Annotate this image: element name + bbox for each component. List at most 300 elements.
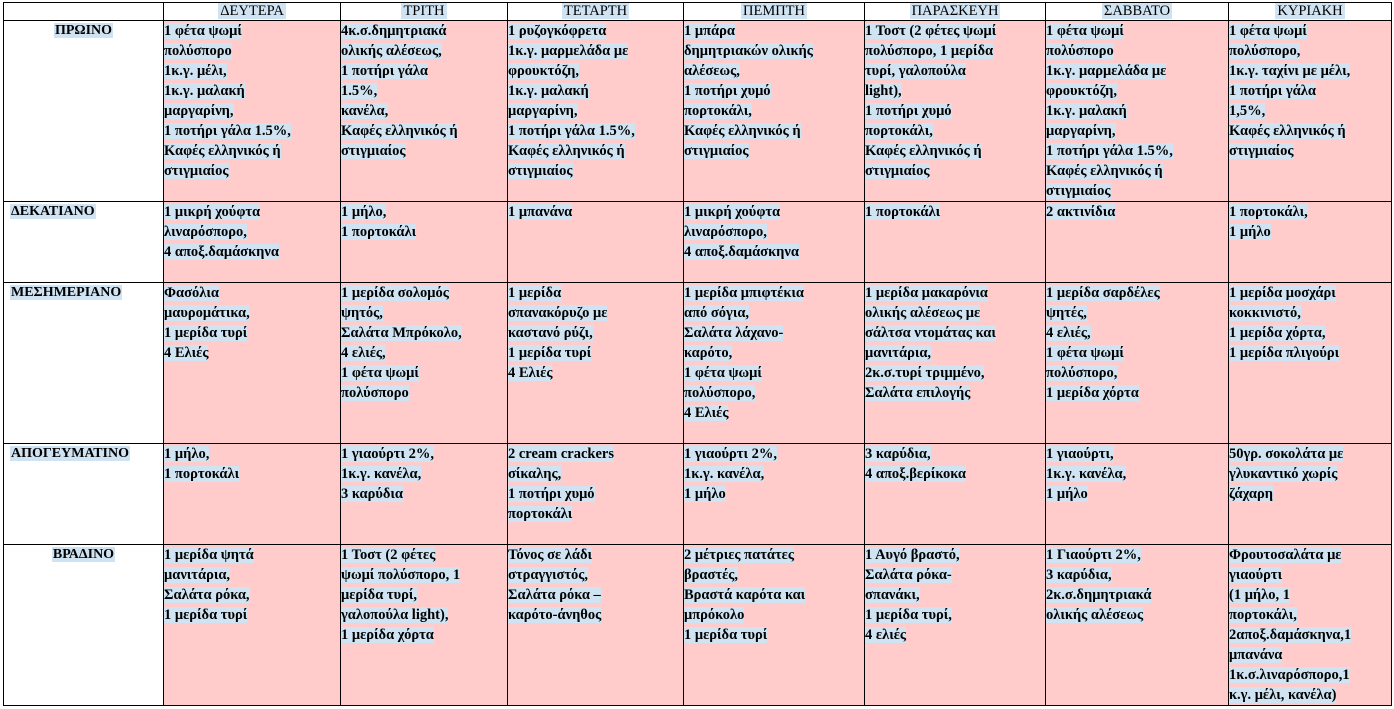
food-item-line <box>684 484 864 504</box>
food-item-line <box>1229 141 1391 161</box>
food-item-line <box>164 161 340 181</box>
food-item-text: 1 μήλο <box>1046 485 1088 502</box>
food-item-line <box>684 61 864 81</box>
food-item-line <box>341 323 507 343</box>
food-item-line <box>508 343 683 363</box>
meal-cell <box>508 443 684 544</box>
food-item-line <box>865 161 1045 181</box>
food-item-line <box>508 444 683 464</box>
food-item-text: 1 μήλο <box>1229 224 1271 241</box>
food-item-line <box>341 545 507 565</box>
food-item-line <box>1046 141 1228 161</box>
day-header-sunday: ΚΥΡΙΑΚΗ <box>1229 3 1392 21</box>
food-item-line <box>1046 383 1228 403</box>
food-item-text: 1 μερίδα μοσχάρι <box>1229 285 1336 302</box>
food-item-text: 1 γιαούρτι, <box>1046 445 1114 462</box>
food-item-line <box>1229 565 1391 585</box>
food-item-line <box>684 444 864 464</box>
meal-row-snack-afternoon <box>4 443 1392 544</box>
food-item-text: 1 μερίδα χόρτα, <box>1229 325 1326 342</box>
meal-cell <box>684 21 865 202</box>
food-item-line <box>1229 625 1391 645</box>
food-item-line <box>865 565 1045 585</box>
food-item-text: πολύσπορο, <box>1229 43 1301 60</box>
food-item-line <box>508 121 683 141</box>
food-item-text: 2 ακτινίδια <box>1046 204 1116 221</box>
food-item-text: πολύσπορο, <box>684 385 756 402</box>
food-item-line <box>1046 565 1228 585</box>
food-item-line <box>684 323 864 343</box>
meal-cell <box>341 443 508 544</box>
food-item-text: 4 ελιές, <box>341 345 386 362</box>
food-item-text: αλέσεως, <box>684 63 740 80</box>
food-item-text: Σαλάτα λάχανο- <box>684 325 784 342</box>
meal-cell <box>1229 283 1392 443</box>
food-item-text: 1 φέτα ψωμί <box>1046 23 1124 40</box>
meal-cell <box>164 443 341 544</box>
food-item-line <box>684 202 864 222</box>
food-item-text: 1 ποτήρι χυμό <box>865 103 952 120</box>
food-item-text: 1 ποτήρι γάλα 1.5%, <box>508 123 635 140</box>
food-item-text: ζάχαρη <box>1229 485 1273 502</box>
food-item-text: 1κ.γ. κανέλα, <box>341 465 422 482</box>
food-item-text: 4 αποξ.δαμάσκηνα <box>164 244 279 261</box>
food-item-text: Καφές ελληνικός ή <box>684 123 801 140</box>
food-item-line <box>1046 323 1228 343</box>
food-item-line <box>865 444 1045 464</box>
food-item-text: στιγμιαίος <box>684 143 749 160</box>
food-item-text: στιγμιαίος <box>341 143 406 160</box>
food-item-line <box>508 61 683 81</box>
food-item-line <box>508 283 683 303</box>
food-item-text: 1 μερίδα τυρί, <box>865 606 952 623</box>
food-item-line <box>1046 21 1228 41</box>
food-item-line <box>865 41 1045 61</box>
day-header-thursday: ΠΕΜΠΤΗ <box>684 3 865 21</box>
food-item-line <box>508 605 683 625</box>
food-item-line <box>865 383 1045 403</box>
food-item-text: 1 ποτήρι γάλα <box>1229 83 1316 100</box>
food-item-text: 1 μερίδα τυρί <box>684 626 768 643</box>
food-item-text: μαυρομάτικα, <box>164 305 250 322</box>
food-item-line <box>1046 484 1228 504</box>
food-item-text: μαργαρίνη, <box>164 103 234 120</box>
food-item-line <box>508 161 683 181</box>
food-item-text: Καφές ελληνικός ή <box>865 143 982 160</box>
food-item-line <box>865 21 1045 41</box>
food-item-text: 4 Ελιές <box>164 345 209 362</box>
food-item-text: 1,5%, <box>1229 103 1266 120</box>
food-item-text: φρουκτόζη, <box>508 63 579 80</box>
meal-cell <box>865 283 1046 443</box>
food-item-line <box>164 444 340 464</box>
food-item-line <box>684 283 864 303</box>
food-item-line <box>508 41 683 61</box>
food-item-line <box>1046 181 1228 201</box>
food-item-text: στιγμιαίος <box>865 163 930 180</box>
food-item-line <box>1229 605 1391 625</box>
food-item-text: 4 αποξ.δαμάσκηνα <box>684 244 799 261</box>
food-item-text: 4 ελιές <box>865 626 907 643</box>
food-item-text: φρουκτόζη, <box>1046 83 1117 100</box>
food-item-text: Καφές ελληνικός ή <box>341 123 458 140</box>
food-item-text: 1κ.γ. μαλακή <box>164 83 245 100</box>
food-item-line <box>508 565 683 585</box>
food-item-line <box>164 464 340 484</box>
food-item-text: 1 μερίδα σαρδέλες <box>1046 285 1160 302</box>
food-item-text: πολύσπορο, 1 μερίδα <box>865 43 994 60</box>
food-item-line <box>164 121 340 141</box>
food-item-text: 2 μέτριες πατάτες <box>684 546 794 563</box>
food-item-text: 4 Ελιές <box>508 365 553 382</box>
meal-cell <box>865 21 1046 202</box>
day-header-friday: ΠΑΡΑΣΚΕΥΗ <box>865 3 1046 21</box>
food-item-text: 1 Γιαούρτι 2%, <box>1046 546 1141 563</box>
food-item-line <box>341 283 507 303</box>
food-item-line <box>341 383 507 403</box>
food-item-line <box>164 242 340 262</box>
food-item-text: Βραστά καρότα και <box>684 586 806 603</box>
food-item-text: 50γρ. σοκολάτα με <box>1229 445 1344 462</box>
food-item-line <box>1046 61 1228 81</box>
meal-cell <box>1046 283 1229 443</box>
food-item-line <box>341 605 507 625</box>
meal-cell <box>865 544 1046 705</box>
food-item-line <box>865 202 1045 222</box>
food-item-text: 1κ.γ. μαρμελάδα με <box>508 43 629 60</box>
food-item-line <box>341 222 507 242</box>
food-item-text: Σαλάτα επιλογής <box>865 385 971 402</box>
food-item-line <box>508 81 683 101</box>
food-item-line <box>684 625 864 645</box>
meal-cell <box>1046 21 1229 202</box>
food-item-text: 1 πορτοκάλι <box>164 465 240 482</box>
meal-row-breakfast <box>4 21 1392 202</box>
food-item-text: 2κ.σ.τυρί τριμμένο, <box>865 365 985 382</box>
food-item-text: ψητές, <box>1046 305 1087 322</box>
food-item-line <box>1046 605 1228 625</box>
food-item-line <box>684 403 864 423</box>
food-item-line <box>684 41 864 61</box>
food-item-line <box>1229 585 1391 605</box>
food-item-text: πορτοκάλι, <box>865 123 933 140</box>
food-item-text: καστανό ρύζι, <box>508 325 593 342</box>
food-item-line <box>1229 545 1391 565</box>
food-item-text: Τόνος σε λάδι <box>508 546 593 563</box>
food-item-line <box>1229 283 1391 303</box>
food-item-line <box>164 283 340 303</box>
food-item-line <box>684 121 864 141</box>
food-item-text: από σόγια, <box>684 305 750 322</box>
food-item-line <box>508 585 683 605</box>
food-item-text: 2 cream crackers <box>508 445 615 462</box>
food-item-text: (1 μήλο, 1 <box>1229 586 1291 603</box>
food-item-text: 1 μερίδα <box>508 285 562 302</box>
food-item-text: Φασόλια <box>164 285 219 302</box>
food-item-text: πολύσπορο <box>1046 43 1114 60</box>
meal-cell <box>508 283 684 443</box>
food-item-line <box>1046 41 1228 61</box>
food-item-line <box>341 444 507 464</box>
food-item-text: 1 φέτα ψωμί <box>1229 23 1307 40</box>
meal-plan-table <box>3 2 1392 706</box>
food-item-line <box>684 141 864 161</box>
food-item-line <box>1046 101 1228 121</box>
meal-label: ΔΕΚΑΤΙΑΝΟ <box>4 202 164 283</box>
food-item-line <box>865 61 1045 81</box>
food-item-line <box>684 343 864 363</box>
food-item-text: light), <box>865 83 902 100</box>
meal-cell <box>164 21 341 202</box>
food-item-text: Καφές ελληνικός ή <box>1229 123 1346 140</box>
food-item-line <box>1046 363 1228 383</box>
food-item-line <box>1229 202 1391 222</box>
food-item-line <box>164 323 340 343</box>
meal-cell <box>1046 202 1229 283</box>
food-item-text: 2αποξ.δαμάσκηνα,1 <box>1229 626 1352 643</box>
meal-cell <box>508 21 684 202</box>
meal-cell <box>865 202 1046 283</box>
food-item-line <box>1229 303 1391 323</box>
food-item-text: μανιτάρια, <box>865 345 932 362</box>
food-item-text: 4 ελιές, <box>1046 325 1091 342</box>
food-item-text: στιγμιαίος <box>508 163 573 180</box>
food-item-line <box>508 504 683 524</box>
food-item-text: μπανάνα <box>1229 646 1283 663</box>
food-item-line <box>865 545 1045 565</box>
food-item-line <box>684 81 864 101</box>
meal-cell <box>1229 443 1392 544</box>
day-header-saturday: ΣΑΒΒΑΤΟ <box>1046 3 1229 21</box>
food-item-text: ψωμί πολύσπορο, 1 <box>341 566 461 583</box>
food-item-text: 1 γιαούρτι 2%, <box>684 445 777 462</box>
food-item-line <box>508 484 683 504</box>
meal-cell <box>164 202 341 283</box>
food-item-text: κ.γ. μέλι, κανέλα) <box>1229 686 1337 703</box>
food-item-line <box>1229 444 1391 464</box>
meal-cell <box>1229 21 1392 202</box>
food-item-text: 4 Ελιές <box>684 405 729 422</box>
meal-row-snack-morning <box>4 202 1392 283</box>
food-item-text: λιναρόσπορο, <box>684 224 767 241</box>
food-item-line <box>341 484 507 504</box>
food-item-text: 1 μερίδα χόρτα <box>341 626 434 643</box>
meal-label: ΑΠΟΓΕΥΜΑΤΙΝΟ <box>4 443 164 544</box>
food-item-text: μαργαρίνη, <box>508 103 578 120</box>
food-item-line <box>865 343 1045 363</box>
food-item-line <box>164 101 340 121</box>
food-item-text: γαλοπούλα light), <box>341 606 449 623</box>
food-item-text: στιγμιαίος <box>164 163 229 180</box>
food-item-line <box>1046 585 1228 605</box>
food-item-line <box>865 121 1045 141</box>
food-item-text: ολικής αλέσεως <box>1046 606 1144 623</box>
food-item-text: 1 φέτα ψωμί <box>341 365 419 382</box>
food-item-text: 1 μερίδα σολομός <box>341 285 449 302</box>
food-item-text: 3 καρύδια, <box>1046 566 1112 583</box>
food-item-line <box>508 303 683 323</box>
food-item-text: γιαούρτι <box>1229 566 1283 583</box>
food-item-text: καρότο, <box>684 345 733 362</box>
food-item-line <box>1229 61 1391 81</box>
meal-row-lunch <box>4 283 1392 443</box>
meal-cell <box>341 283 508 443</box>
food-item-text: 1 φέτα ψωμί <box>164 23 242 40</box>
food-item-line <box>1229 101 1391 121</box>
food-item-line <box>341 141 507 161</box>
food-item-text: Σαλάτα ρόκα, <box>164 586 250 603</box>
food-item-text: 1 μπανάνα <box>508 204 573 221</box>
day-header-wednesday: ΤΕΤΑΡΤΗ <box>508 3 684 21</box>
food-item-text: 4κ.σ.δημητριακά <box>341 23 447 40</box>
meal-cell <box>341 202 508 283</box>
food-item-line <box>341 625 507 645</box>
meal-cell <box>684 202 865 283</box>
meal-cell <box>164 283 341 443</box>
food-item-line <box>865 585 1045 605</box>
food-item-text: Καφές ελληνικός ή <box>164 143 281 160</box>
food-item-text: 1 μερίδα χόρτα <box>1046 385 1139 402</box>
food-item-line <box>865 625 1045 645</box>
food-item-text: 1 μήλο, <box>164 445 210 462</box>
food-item-line <box>1046 343 1228 363</box>
food-item-line <box>1046 303 1228 323</box>
food-item-line <box>684 383 864 403</box>
food-item-text: 1κ.γ. μαλακή <box>508 83 589 100</box>
food-item-line <box>508 363 683 383</box>
food-item-line <box>1046 202 1228 222</box>
food-item-line <box>164 21 340 41</box>
food-item-line <box>508 323 683 343</box>
food-item-text: Σαλάτα Μπρόκολο, <box>341 325 462 342</box>
food-item-text: 1κ.γ. κανέλα, <box>684 465 765 482</box>
food-item-text: ολικής αλέσεως με <box>865 305 981 322</box>
food-item-line <box>684 21 864 41</box>
food-item-line <box>684 101 864 121</box>
food-item-text: 1 μερίδα τυρί <box>508 345 592 362</box>
food-item-text: Σαλάτα ρόκα – <box>508 586 601 603</box>
food-item-text: πορτοκάλι, <box>684 103 752 120</box>
meal-cell <box>508 202 684 283</box>
food-item-line <box>684 605 864 625</box>
food-item-text: 1 ποτήρι γάλα 1.5%, <box>1046 143 1173 160</box>
food-item-line <box>865 141 1045 161</box>
food-item-line <box>341 101 507 121</box>
food-item-text: 1 φέτα ψωμί <box>684 365 762 382</box>
food-item-line <box>164 303 340 323</box>
meal-cell <box>684 443 865 544</box>
food-item-text: 1 Τοστ (2 φέτες ψωμί <box>865 23 997 40</box>
food-item-line <box>1046 444 1228 464</box>
meal-cell <box>865 443 1046 544</box>
food-item-line <box>164 61 340 81</box>
food-item-text: καρότο-άνηθος <box>508 606 602 623</box>
food-item-line <box>1229 665 1391 685</box>
meal-row-dinner <box>4 544 1392 705</box>
food-item-text: 1 πορτοκάλι <box>865 204 941 221</box>
day-header-tuesday: ΤΡΙΤΗ <box>341 3 508 21</box>
food-item-line <box>164 545 340 565</box>
food-item-text: 1κ.σ.λιναρόσπορο,1 <box>1229 666 1350 683</box>
food-item-line <box>508 21 683 41</box>
food-item-line <box>684 242 864 262</box>
food-item-line <box>1046 161 1228 181</box>
meal-cell <box>1229 202 1392 283</box>
food-item-text: 1 πορτοκάλι <box>341 224 417 241</box>
food-item-text: Καφές ελληνικός ή <box>508 143 625 160</box>
food-item-text: 1 μερίδα τυρί <box>164 325 248 342</box>
food-item-text: Καφές ελληνικός ή <box>1046 163 1163 180</box>
food-item-line <box>341 41 507 61</box>
food-item-text: 1 μερίδα τυρί <box>164 606 248 623</box>
meal-cell <box>684 283 865 443</box>
food-item-text: τυρί, γαλοπούλα <box>865 63 966 80</box>
food-item-line <box>341 121 507 141</box>
food-item-text: μπρόκολο <box>684 606 745 623</box>
food-item-line <box>164 605 340 625</box>
food-item-text: πορτοκάλι <box>508 505 573 522</box>
food-item-line <box>341 61 507 81</box>
food-item-text: σπανάκι, <box>865 586 920 603</box>
food-item-text: πολύσπορο <box>164 43 232 60</box>
food-item-text: μερίδα τυρί, <box>341 586 418 603</box>
meal-label: ΜΕΣΗΜΕΡΙΑΝΟ <box>4 283 164 443</box>
food-item-text: ολικής αλέσεως, <box>341 43 442 60</box>
food-item-line <box>865 323 1045 343</box>
food-item-text: 1 Τοστ (2 φέτες <box>341 546 436 563</box>
meal-label: ΒΡΑΔΙΝΟ <box>4 544 164 705</box>
meal-cell <box>1229 544 1392 705</box>
header-row <box>4 3 1392 21</box>
food-item-line <box>1229 685 1391 705</box>
food-item-text: Φρουτοσαλάτα με <box>1229 546 1342 563</box>
food-item-text: στιγμιαίος <box>1229 143 1294 160</box>
food-item-line <box>1046 283 1228 303</box>
food-item-line <box>164 202 340 222</box>
food-item-line <box>341 565 507 585</box>
food-item-line <box>1229 222 1391 242</box>
food-item-line <box>865 283 1045 303</box>
food-item-line <box>1046 545 1228 565</box>
meal-cell <box>341 21 508 202</box>
food-item-line <box>164 585 340 605</box>
food-item-text: 1 πορτοκάλι, <box>1229 204 1308 221</box>
food-item-line <box>865 464 1045 484</box>
food-item-line <box>1229 343 1391 363</box>
food-item-text: 4 αποξ.βερίκοκα <box>865 465 966 482</box>
food-item-text: μανιτάρια, <box>164 566 231 583</box>
food-item-line <box>164 81 340 101</box>
food-item-line <box>1229 464 1391 484</box>
meal-cell <box>1046 443 1229 544</box>
food-item-text: κοκκινιστό, <box>1229 305 1301 322</box>
food-item-text: 1 φέτα ψωμί <box>1046 345 1124 362</box>
food-item-text: πολύσπορο <box>341 385 409 402</box>
food-item-text: ψητός, <box>341 305 383 322</box>
food-item-line <box>341 363 507 383</box>
corner-cell <box>4 3 164 21</box>
food-item-text: 1 μερίδα ψητά <box>164 546 254 563</box>
food-item-line <box>684 464 864 484</box>
food-item-line <box>865 363 1045 383</box>
food-item-text: 1 μερίδα μπιφτέκια <box>684 285 805 302</box>
food-item-line <box>865 303 1045 323</box>
food-item-text: 1.5%, <box>341 83 378 100</box>
food-item-line <box>164 343 340 363</box>
food-item-text: στραγγιστός, <box>508 566 589 583</box>
food-item-line <box>1229 21 1391 41</box>
food-item-text: 1 μερίδα πλιγούρι <box>1229 345 1340 362</box>
